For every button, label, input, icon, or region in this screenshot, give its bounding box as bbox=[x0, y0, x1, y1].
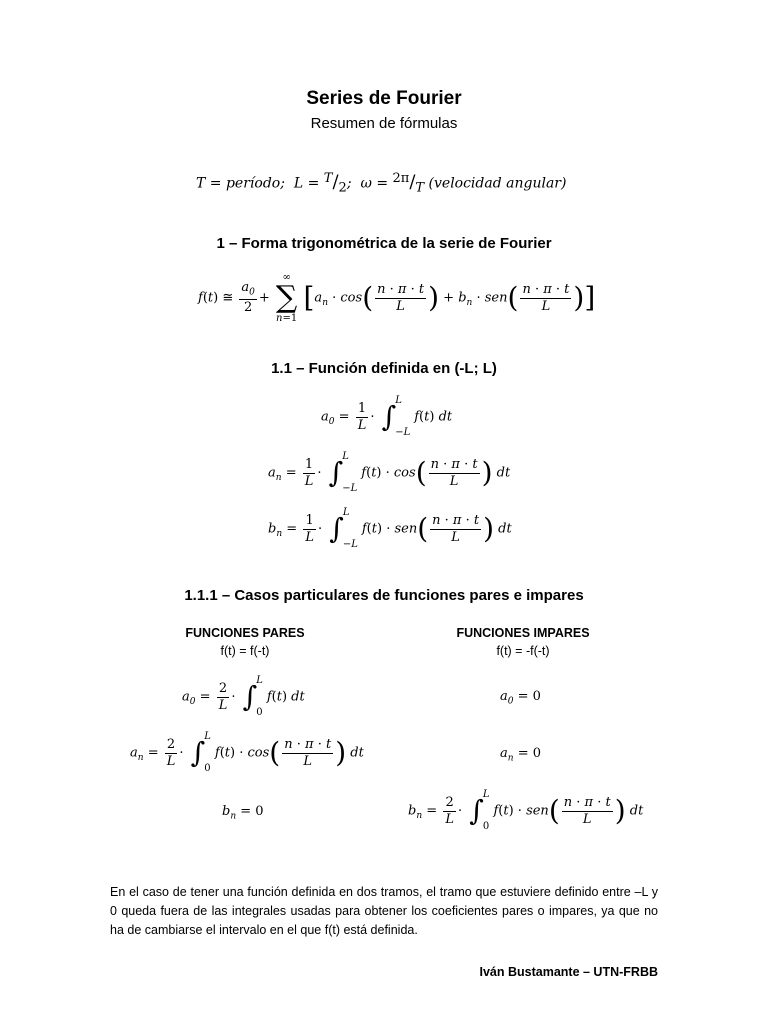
odd-an-formula: $a_n = 0$ bbox=[500, 746, 541, 764]
fourier-series-formula: f(t) ≅ $\frac{a_0}{2}$ + ∞ ∑ n=1 [$a_n \cdot \cos$( $\frac{n \cdot \pi \cdot t}{L}$ ) + $b_n \cdot sen$( $\frac{n \cdot \pi \cdot t}{L}$ )] bbox=[198, 272, 596, 324]
half-period-var: L bbox=[293, 175, 304, 192]
page-title: Series de Fourier bbox=[306, 88, 462, 109]
pares-condition: f(t) = f(-t) bbox=[220, 644, 270, 658]
half-period-num: T bbox=[323, 171, 333, 186]
impares-condition: f(t) = -f(-t) bbox=[496, 644, 550, 658]
bn-formula-full: $b_n$ = $\frac{1}{L}$ · ∫ L −L f(t) · sen( $\frac{n \cdot \pi \cdot t}{L}$ ) dt bbox=[268, 507, 512, 550]
omega-num: 2π bbox=[392, 171, 410, 186]
odd-a0-formula: $a_0 = 0$ bbox=[500, 689, 541, 707]
odd-bn-formula: $b_n$ = $\frac{2}{L}$ · ∫ L 0 f(t) · sen( $\frac{n \cdot \pi \cdot t}{L}$ ) dt bbox=[408, 789, 644, 832]
even-an-formula: $a_n$ = $\frac{2}{L}$ · ∫ L 0 f(t) · cos( $\frac{n \cdot \pi \cdot t}{L}$ ) dt bbox=[130, 731, 364, 774]
pares-header: FUNCIONES PARES bbox=[185, 626, 305, 640]
section-1-heading: 1 – Forma trigonométrica de la serie de Fourier bbox=[216, 235, 552, 252]
omega-den: T bbox=[415, 180, 425, 196]
definitions-formula: T = período; $L = ^T/_2$; $\omega = ^{2\pi}/_T$ (velocidad angular) bbox=[196, 171, 567, 196]
impares-header: FUNCIONES IMPARES bbox=[456, 626, 590, 640]
period-def: T = período bbox=[196, 175, 281, 192]
page-subtitle: Resumen de fórmulas bbox=[310, 115, 458, 132]
half-period-den: 2 bbox=[338, 180, 347, 196]
omega-var: ω bbox=[360, 175, 372, 192]
section-1-1-heading: 1.1 – Función definida en (-L; L) bbox=[271, 360, 497, 377]
section-1-1-1-heading: 1.1.1 – Casos particulares de funciones pares e impares bbox=[184, 587, 584, 604]
note-paragraph: En el caso de tener una función definida en dos tramos, el tramo que estuviere definido entre –L y 0 queda fuera de las integrales usadas para obtener los coeficientes pares o impares, ya que no ha de cambiarse el intervalo en el que f(t) está definida. bbox=[110, 885, 658, 937]
an-formula-full: $a_n$ = $\frac{1}{L}$ · ∫ L −L f(t) · cos( $\frac{n \cdot \pi \cdot t}{L}$ ) dt bbox=[268, 451, 511, 494]
a0-formula-full: $a_0$ = $\frac{1}{L}$ · ∫ L −L f(t) dt bbox=[321, 395, 453, 438]
angular-label: (velocidad angular) bbox=[428, 175, 567, 192]
even-a0-formula: $a_0$ = $\frac{2}{L}$ · ∫ L 0 f(t) dt bbox=[182, 675, 305, 718]
even-bn-formula: $b_n = 0$ bbox=[222, 804, 264, 822]
author-credit: Iván Bustamante – UTN-FRBB bbox=[479, 965, 658, 979]
